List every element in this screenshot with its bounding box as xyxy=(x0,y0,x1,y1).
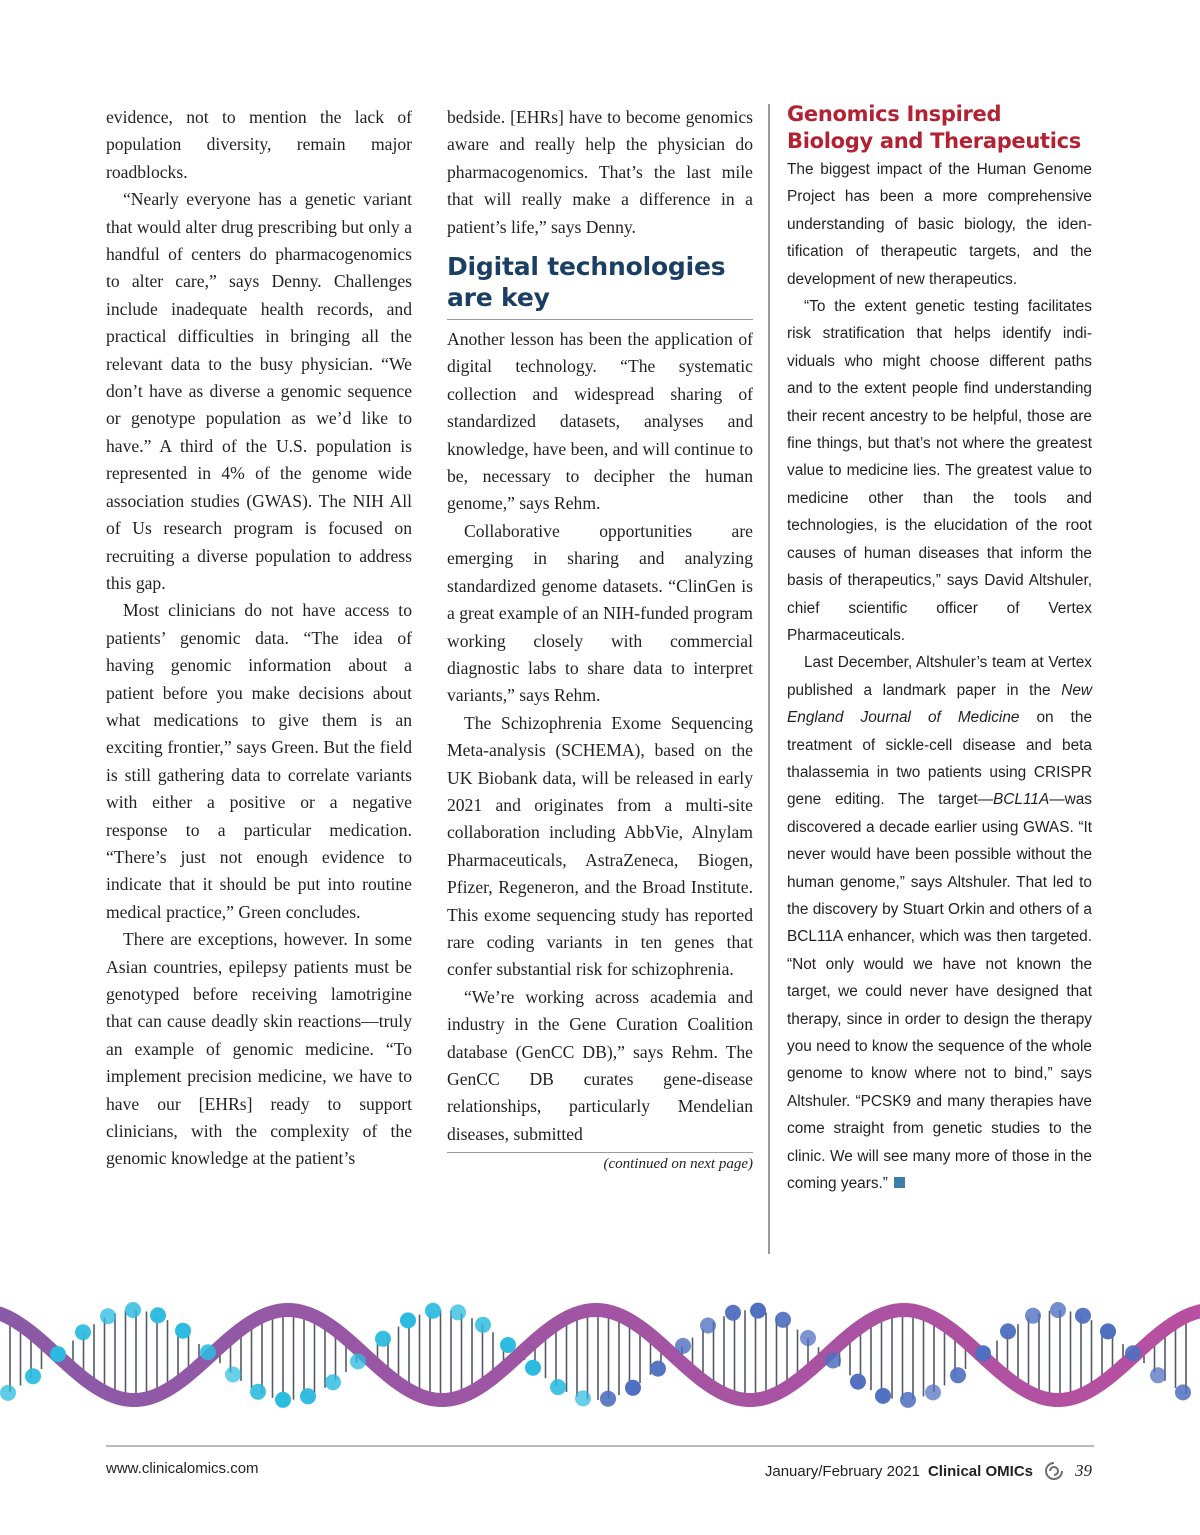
dna-dot xyxy=(1025,1308,1041,1324)
dna-dot xyxy=(875,1388,891,1404)
dna-dot xyxy=(325,1374,341,1390)
paragraph: Collaborative opportunities are emerging in sharing and analyzing standardized genome datasets. “ClinGen is a great example of an NIH-funded program working closely with commercial diagnostic labs to share data to interpret variants,” says Rehm. xyxy=(447,520,753,706)
paragraph: There are exceptions, however. In some Asian countries, epilepsy patients must be genotyped before receiving lamotrigine that can cause deadly skin reactions—truly an example of genomic medicine. “To implement precision medicine, we have to have our [EHRs] ready to support clinicians, with the complexity of the genomic knowledge at the patient’s xyxy=(106,929,412,1169)
dna-dot xyxy=(600,1391,616,1407)
dna-dot xyxy=(125,1302,141,1318)
dna-dot xyxy=(925,1384,941,1400)
dna-dot xyxy=(150,1307,166,1323)
dna-dot xyxy=(1125,1345,1141,1361)
clinical-omics-logo-icon xyxy=(1041,1460,1067,1482)
dna-dot xyxy=(850,1374,866,1390)
dna-dot xyxy=(950,1367,966,1383)
sidebar-heading: Genomics Inspired Biology and Therapeutics xyxy=(787,102,1082,153)
dna-dot xyxy=(200,1344,216,1360)
dna-dot xyxy=(625,1380,641,1396)
paragraph xyxy=(787,649,1092,1197)
journal-title: New England Journal of Medicine xyxy=(787,681,1092,727)
dna-dot xyxy=(575,1390,591,1406)
text-run: —was discovered a decade earlier using GWAS. “It never would have been possible without the human genome,” says Altshuler. That led to the discovery by Stuart Orkin and others of a BCL11A enhancer, which was then targeted. “Not only would we have not known the target, we could never have designed that therapy, since in order to design the therapy you need to know the sequence of the whole genome to know where not to bind,” says Altshuler. “PCSK9 and many therapies have come straight from genetic studies to the clinic. We will see many more of those in the coming years.” xyxy=(787,791,1092,1193)
magazine-name: Clinical OMICs xyxy=(927,1462,1033,1480)
paragraph: evidence, not to mention the lack of population diversity, remain major roadblocks. xyxy=(106,107,412,182)
dna-dot xyxy=(425,1303,441,1319)
dna-dot xyxy=(750,1303,766,1319)
gene-name: BCL11A xyxy=(993,791,1050,809)
paragraph: bedside. [EHRs] have to become genomics aware and really help the physician do pharmacogenomics. That’s the last mile that will really make a difference in a patient’s life,” says Denny. xyxy=(447,107,753,237)
dna-dot xyxy=(825,1353,841,1369)
dna-dot xyxy=(25,1368,41,1384)
dna-dot xyxy=(225,1367,241,1383)
dna-dot xyxy=(775,1312,791,1328)
dna-dot xyxy=(350,1353,366,1369)
dna-dot xyxy=(75,1324,91,1340)
dna-dot xyxy=(400,1312,416,1328)
footer-right xyxy=(765,1460,1092,1482)
section-heading-digital-technologies: Digital technologies are key xyxy=(447,251,753,320)
dna-dot xyxy=(1100,1323,1116,1339)
paragraph: The Schizophrenia Exome Sequencing Meta-analysis (SCHEMA), based on the UK Biobank data, will be released in early 2021 and originates from a multi-site collaboration including AbbVie, Alnylam Pharmaceuticals, AstraZeneca, Biogen, Pfizer, Regeneron, and the Broad Institute. This exome sequencing study has reported rare coding variants in ten genes that confer substantial risk for schizophrenia. xyxy=(447,712,753,980)
text-run: Last December, Altshuler’s team at Vertex published a landmark paper in the xyxy=(787,654,1092,699)
paragraph: “We’re working across academia and industry in the Gene Curation Coalition database (GenCC DB),” says Rehm. The GenCC DB curates gene-disease relationships, particularly Mendelian diseases, submitted xyxy=(447,986,753,1144)
paragraph: The biggest impact of the Human Genome Project has been a more comprehensive understanding of basic biology, the identification of therapeutic targets, and the development of new therapeutics. xyxy=(787,161,1092,288)
paragraph: Another lesson has been the application of digital technology. “The systematic collection and widespread sharing of standardized datasets, analyses and knowledge, have been, and will continue to be, necessary to decipher the human genome,” says Rehm. xyxy=(447,329,753,514)
paragraph: Most clinicians do not have access to patients’ genomic data. “The idea of having genomic information about a patient before you make decisions about what medications to give them is an exciting frontier,” says Green. But the field is still gathering data to correlate variants with either a positive or a negative response to a particular medication. “There’s just not enough evidence to indicate that it should be put into routine medical practice,” Green concludes. xyxy=(106,600,412,922)
dna-dot xyxy=(1050,1302,1066,1318)
dna-dot xyxy=(1175,1384,1191,1400)
dna-dot xyxy=(650,1361,666,1377)
dna-dot xyxy=(725,1305,741,1321)
column-1 xyxy=(106,104,412,1173)
dna-dot xyxy=(475,1317,491,1333)
dna-dot xyxy=(1075,1308,1091,1324)
end-square-icon xyxy=(894,1177,905,1188)
issue-date: January/February 2021 xyxy=(764,1462,920,1480)
dna-dot xyxy=(675,1338,691,1354)
dna-dot xyxy=(175,1323,191,1339)
text-run: on the treatment of sickle-cell disease and beta thalassemia in two patients using CRISPR gene editing. The target— xyxy=(787,709,1093,809)
dna-dot xyxy=(800,1330,816,1346)
dna-dot xyxy=(550,1379,566,1395)
footer-url[interactable]: www.clinicalomics.com xyxy=(106,1460,259,1477)
dna-dot xyxy=(275,1392,291,1408)
dna-dot xyxy=(0,1385,16,1401)
dna-dot xyxy=(100,1308,116,1324)
dna-dot xyxy=(1150,1367,1166,1383)
dna-dot xyxy=(900,1392,916,1408)
dna-dot xyxy=(975,1345,991,1361)
dna-dot xyxy=(300,1388,316,1404)
footer-divider xyxy=(106,1445,1094,1447)
dna-helix-graphic xyxy=(0,1290,1200,1440)
column-2 xyxy=(447,104,753,1175)
paragraph: “To the extent genetic testing facilitates risk stratification that helps identify individuals who might choose different paths and to the extent people find understanding their recent ancestry to be helpful, those are fine things, but that’s not where the greatest value to medicine lies. The greatest value to medicine other than the tools and technologies, is the elucidation of the root causes of human diseases that inform the basis of therapeutics,” says David Altshuler, chief scientific officer of Vertex Pharmaceuticals. xyxy=(787,298,1092,644)
dna-dot xyxy=(450,1304,466,1320)
page-number: 39 xyxy=(1075,1461,1092,1480)
paragraph: “Nearly everyone has a genetic variant that would alter drug prescribing but only a handful of centers do pharmacogenomics to alter care,” says Denny. Challenges include inadequate health records, and practical difficulties in bringing all the relevant data to the busy physician. “We don’t have as diverse a genomic sequence or genotype population as we’d like to have.” A third of the U.S. population is represented in 4% of the genome wide association studies (GWAS). The NIH All of Us research program is focused on recruiting a diverse population to address this gap. xyxy=(106,189,412,593)
continued-note: (continued on next page) xyxy=(603,1156,753,1173)
dna-dot xyxy=(375,1331,391,1347)
column-divider xyxy=(768,104,770,1254)
dna-dot xyxy=(250,1384,266,1400)
dna-dot xyxy=(700,1318,716,1334)
dna-dot xyxy=(500,1337,516,1353)
dna-dot xyxy=(50,1346,66,1362)
dna-dot xyxy=(1000,1323,1016,1339)
dna-dot xyxy=(525,1360,541,1376)
sidebar-column xyxy=(787,104,1092,1197)
